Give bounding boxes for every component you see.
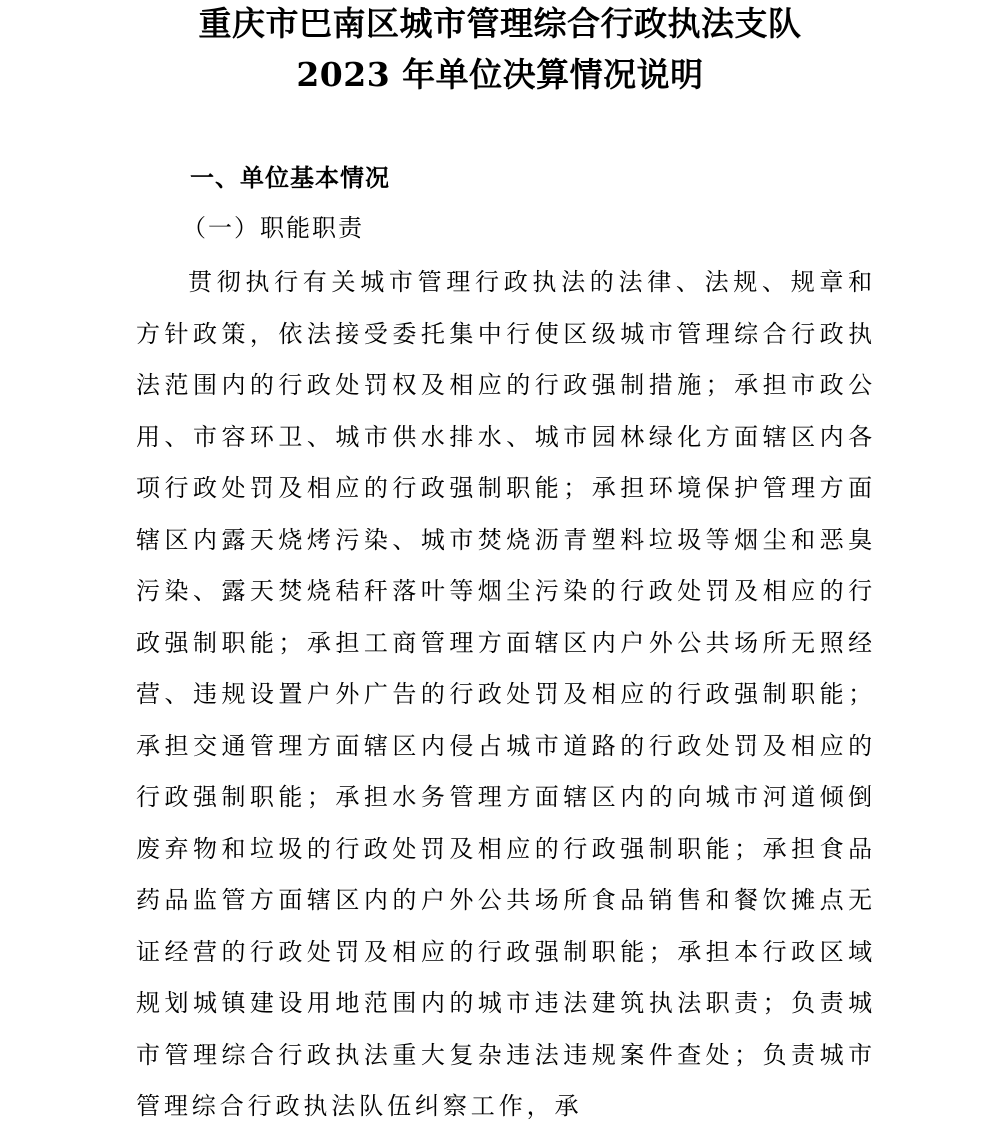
document-title-line-1: 重庆市巴南区城市管理综合行政执法支队 (198, 4, 802, 43)
section-heading: 一、单位基本情况 (190, 164, 390, 192)
body-paragraph: 贯彻执行有关城市管理行政执法的法律、法规、规章和方针政策，依法接受委托集中行使区级城市管理综合行政执法范围内的行政处罚权及相应的行政强制措施；承担市政公用、市容环卫、城市供水排水、城市园林绿化方面辖区内各项行政处罚及相应的行政强制职能；承担环境保护管理方面辖区内露天烧烤污染、城市焚烧沥青塑料垃圾等烟尘和恶臭污染、露天焚烧秸秆落叶等烟尘污染的行政处罚及相应的行政强制职能；承担工商管理方面辖区内户外公共场所无照经营、违规设置户外广告的行政处罚及相应的行政强制职能；承担交通管理方面辖区内侵占城市道路的行政处罚及相应的行政强制职能；承担水务管理方面辖区内的向城市河道倾倒废弃物和垃圾的行政处罚及相应的行政强制职能；承担食品药品监管方面辖区内的户外公共场所食品销售和餐饮摊点无证经营的行政处罚及相应的行政强制职能；承担本行政区域规划城镇建设用地范围内的城市违法建筑执法职责；负责城市管理综合行政执法重大复杂违法违规案件查处；负责城市管理综合行政执法队伍纠察工作，承 (136, 268, 876, 1120)
document-title-line-2: 2023 年单位决算情况说明 (296, 55, 704, 94)
sub-heading: （一）职能职责 (182, 214, 364, 242)
